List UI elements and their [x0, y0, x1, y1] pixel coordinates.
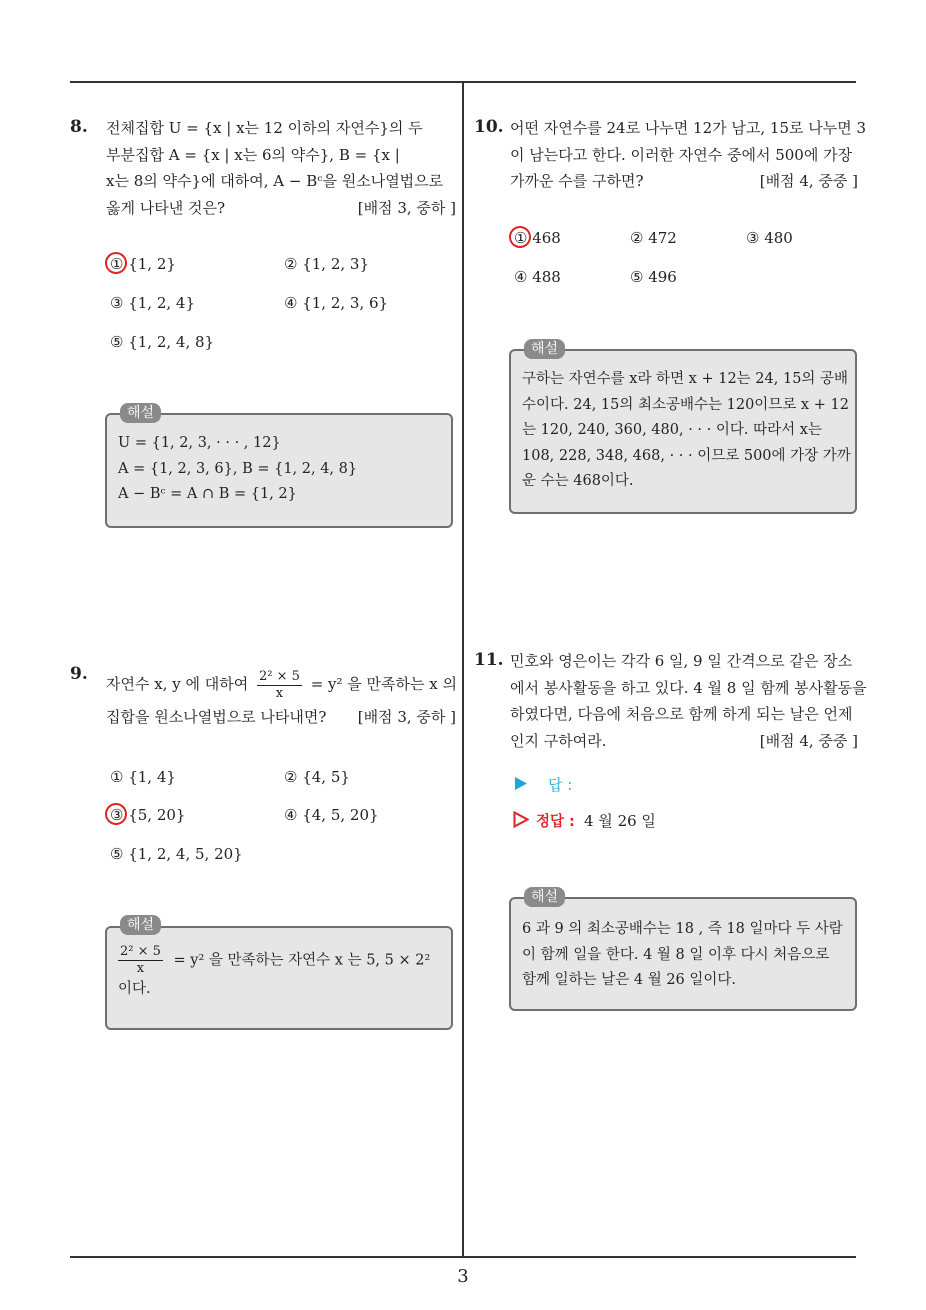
question-8-number: 8.: [70, 117, 88, 137]
question-11-line-2: 에서 봉사활동을 하고 있다. 4 월 8 일 함께 봉사활동을: [510, 678, 867, 697]
q8-explanation-line-2: A = {1, 2, 3, 6}, B = {1, 2, 4, 8}: [118, 460, 358, 477]
question-10-line-2: 이 남는다고 한다. 이러한 자연수 중에서 500에 가장: [510, 145, 853, 164]
q8-option-3[interactable]: ③ {1, 2, 4}: [110, 294, 196, 312]
q10-explanation-line-3: 는 120, 240, 360, 480, · · · 이다. 따라서 x는: [522, 422, 822, 438]
correct-arrow-icon: [513, 811, 529, 828]
q10-option-4[interactable]: ④ 488: [514, 268, 561, 286]
q11-explanation-tag: 해설: [524, 887, 565, 907]
question-11-line-4: 인지 구하여라.: [510, 731, 607, 750]
q8-explanation-line-1: U = {1, 2, 3, · · · , 12}: [118, 435, 281, 451]
q11-explanation-line-1: 6 과 9 의 최소공배수는 18 , 즉 18 일마다 두 사람: [522, 921, 843, 937]
q9-explanation-line-1: = y² 을 만족하는 자연수 x 는 5, 5 × 2²: [173, 952, 431, 969]
question-11-line-3: 하였다면, 다음에 처음으로 함께 하게 되는 날은 언제: [510, 705, 853, 723]
q8-option-4[interactable]: ④ {1, 2, 3, 6}: [284, 294, 389, 312]
q8-option-1[interactable]: ① {1, 2}: [110, 255, 176, 273]
q11-explanation-line-3: 함께 일하는 날은 4 월 26 일이다.: [522, 972, 737, 988]
bottom-rule: [70, 1256, 856, 1258]
q9-option-5[interactable]: ⑤ {1, 2, 4, 5, 20}: [110, 845, 243, 863]
question-9-fraction-denominator: x: [275, 685, 284, 701]
question-8-line-4: 옳게 나타낸 것은?: [106, 198, 226, 217]
q9-explanation-fraction: [118, 944, 163, 977]
q10-explanation-line-1: 구하는 자연수를 x라 하면 x + 12는 24, 15의 공배: [522, 371, 849, 387]
question-10-line-3: 가까운 수를 구하면?: [510, 172, 644, 190]
q9-option-4[interactable]: ④ {4, 5, 20}: [284, 806, 379, 824]
question-8-text: [106, 115, 456, 221]
question-11-score-tag: [배점 4, 중중 ]: [759, 731, 858, 750]
question-10-number: 10.: [474, 117, 504, 137]
question-10-score-tag: [배점 4, 중중 ]: [759, 172, 858, 190]
answer-input[interactable]: [590, 774, 830, 794]
question-9-fraction: [257, 669, 302, 702]
q11-explanation-line-2: 이 함께 일을 한다. 4 월 8 일 이후 다시 처음으로: [522, 946, 830, 963]
q9-explanation-line-2: 이다.: [118, 981, 151, 997]
question-10-line-1: 어떤 자연수를 24로 나누면 12가 남고, 15로 나누면 3: [510, 119, 867, 137]
question-8-line-2: 부분집합 A = {x | x는 6의 약수}, B = {x |: [106, 145, 400, 164]
q10-option-2[interactable]: ② 472: [630, 229, 677, 247]
question-9-text: [106, 664, 456, 731]
q9-option-2[interactable]: ② {4, 5}: [284, 768, 350, 786]
question-8-line-1: 전체집합 U = {x | x는 12 이하의 자연수}의 두: [106, 119, 423, 137]
q9-explanation-text: [118, 944, 448, 1003]
q10-option-5[interactable]: ⑤ 496: [630, 268, 677, 286]
question-9-number: 9.: [70, 664, 88, 684]
q8-option-2[interactable]: ② {1, 2, 3}: [284, 255, 370, 273]
q8-explanation-line-3: A − Bᶜ = A ∩ B = {1, 2}: [118, 486, 297, 502]
column-divider: [462, 81, 464, 1258]
question-11-text: [510, 648, 867, 754]
question-11-number: 11.: [474, 650, 504, 670]
q10-explanation-text: [522, 367, 851, 495]
question-9-fraction-numerator: 2² × 5: [259, 668, 300, 684]
q9-explanation-fraction-denominator: x: [136, 961, 145, 976]
q9-option-3[interactable]: ③ {5, 20}: [110, 806, 186, 824]
question-9-score-tag: [배점 3, 중하 ]: [357, 708, 456, 726]
q10-explanation-line-5: 운 수는 468이다.: [522, 473, 634, 489]
q10-option-3[interactable]: ③ 480: [746, 229, 793, 247]
question-10-text: [510, 115, 867, 195]
q8-explanation-text: [118, 431, 357, 508]
q10-explanation-line-4: 108, 228, 348, 468, · · · 이므로 500에 가장 가까: [522, 447, 851, 464]
question-9-post: = y² 을 만족하는 x 의: [310, 675, 457, 693]
answer-arrow-icon: [514, 776, 528, 791]
correct-answer-value: 4 월 26 일: [584, 812, 656, 830]
q9-explanation-fraction-numerator: 2² × 5: [120, 944, 161, 959]
q11-explanation-text: [522, 917, 843, 994]
page-number: 3: [457, 1266, 469, 1287]
q8-option-5[interactable]: ⑤ {1, 2, 4, 8}: [110, 333, 215, 351]
q10-explanation-tag: 해설: [524, 339, 565, 359]
q9-explanation-tag: 해설: [120, 915, 161, 935]
question-8-line-3: x는 8의 약수}에 대하여, A − Bᶜ을 원소나열법으로: [106, 172, 444, 190]
question-8-score-tag: [배점 3, 중하 ]: [357, 198, 456, 217]
correct-answer-label: 정답 :: [536, 814, 575, 830]
question-9-line-2: 집합을 원소나열법으로 나타내면?: [106, 708, 327, 726]
answer-label: 답 :: [548, 776, 573, 794]
question-9-pre: 자연수 x, y 에 대하여: [106, 675, 249, 693]
question-11-line-1: 민호와 영은이는 각각 6 일, 9 일 간격으로 같은 장소: [510, 652, 853, 670]
q10-option-1[interactable]: ① 468: [514, 229, 561, 247]
q9-option-1[interactable]: ① {1, 4}: [110, 768, 176, 786]
q10-explanation-line-2: 수이다. 24, 15의 최소공배수는 120이므로 x + 12: [522, 396, 849, 413]
q8-explanation-tag: 해설: [120, 403, 161, 423]
